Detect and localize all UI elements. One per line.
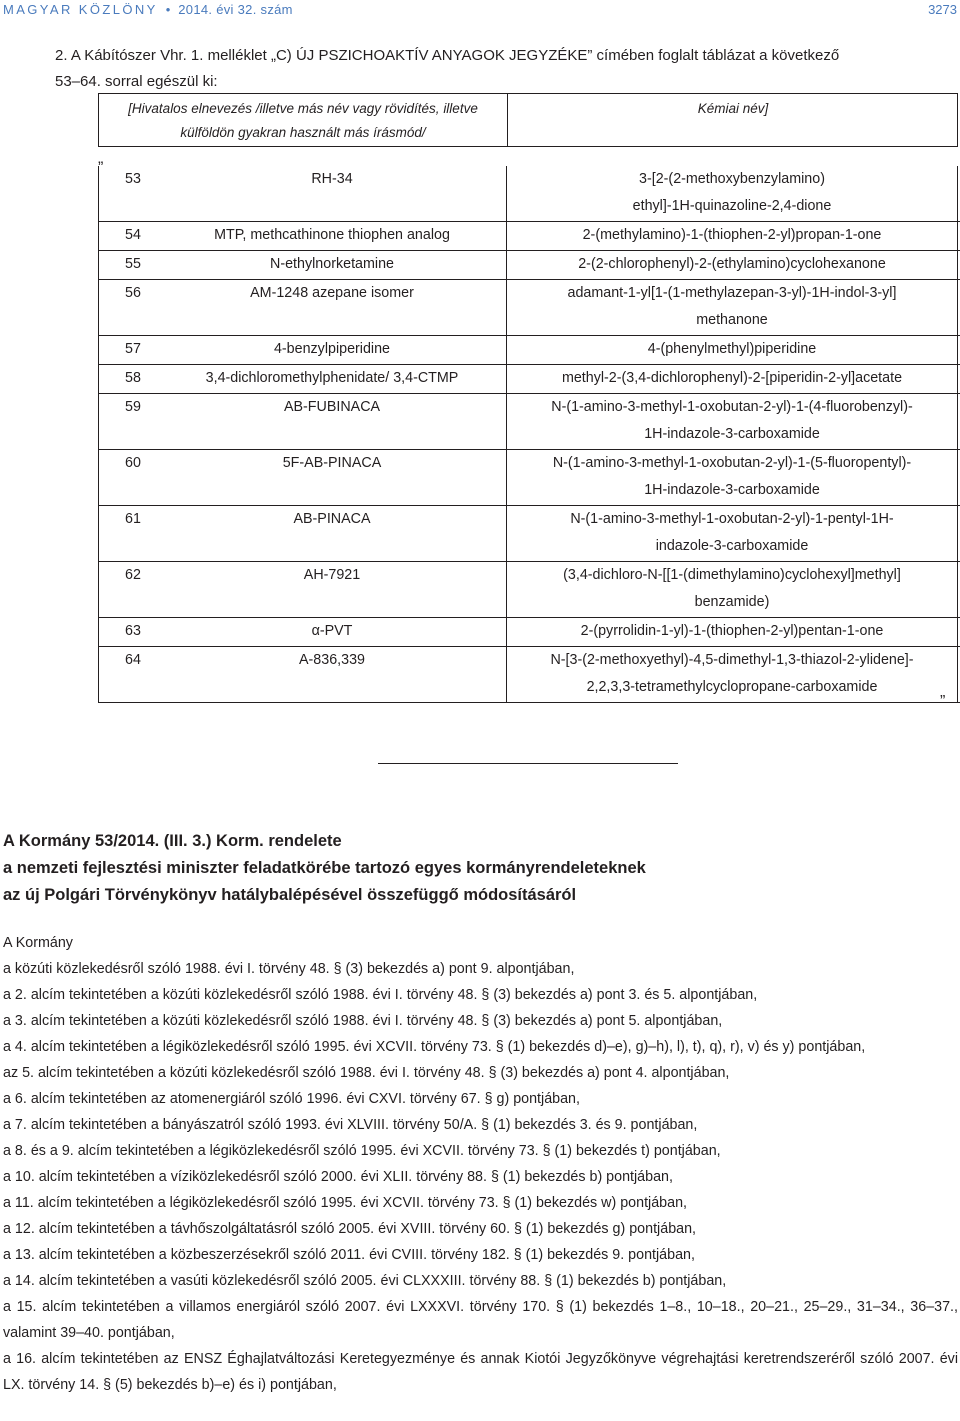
table-row bbox=[98, 647, 960, 703]
journal-title bbox=[3, 2, 293, 17]
body-line-2: a 2. alcím tekintetében a közúti közlekedésről szóló 1988. évi I. törvény 48. § (3) bekezdés a) pont 3. és 5. alpontjában, bbox=[3, 987, 758, 1003]
chemical-name bbox=[508, 647, 956, 701]
table-row bbox=[98, 166, 960, 222]
table-row bbox=[98, 562, 960, 618]
row-number: 57 bbox=[125, 341, 141, 357]
substance-name: α-PVT bbox=[311, 623, 353, 639]
substance-name: AH-7921 bbox=[303, 567, 361, 583]
table-row bbox=[98, 222, 960, 251]
body-line-0: A Kormány bbox=[3, 935, 73, 951]
row-number: 54 bbox=[125, 227, 141, 243]
column-divider bbox=[507, 94, 508, 146]
chemical-name-line-2: 1H-indazole-3-carboxamide bbox=[644, 482, 820, 498]
chemical-name-line-1: N-(1-amino-3-methyl-1-oxobutan-2-yl)-1-(5-fluoropentyl)- bbox=[552, 455, 912, 471]
body-line-15: a 16. alcím tekintetében az ENSZ Éghajlatváltozási Keretegyezménye és annak Kiotói Jegyzőkönyve végrehajtási keretrendszeréről szóló 2007. évi LX. törvény 14. § (5) bekezdés b)–e) és i) pontjában, bbox=[3, 1351, 958, 1393]
substance-name: AM-1248 azepane isomer bbox=[250, 285, 414, 301]
journal-name: MAGYAR KÖZLÖNY bbox=[3, 2, 158, 17]
row-number: 53 bbox=[125, 171, 141, 187]
chemical-name bbox=[508, 365, 956, 392]
chemical-name bbox=[508, 166, 956, 220]
cell-border bbox=[98, 450, 99, 505]
chemical-name-line-2: methanone bbox=[696, 312, 768, 328]
cell-border bbox=[98, 222, 99, 250]
cell-border bbox=[957, 365, 958, 393]
body-line-6: a 6. alcím tekintetében az atomenergiáról szóló 1996. évi CXVI. törvény 67. § g) pontjában, bbox=[3, 1091, 580, 1107]
body-line-9: a 10. alcím tekintetében a víziközlekedésről szóló 2000. évi XLII. törvény 88. § (1) bekezdés b) pontjában, bbox=[3, 1169, 673, 1185]
body-line-11: a 12. alcím tekintetében a távhőszolgáltatásról szóló 2005. évi XVIII. törvény 60. § (1) bekezdés g) pontjában, bbox=[3, 1221, 697, 1237]
cell-border bbox=[506, 222, 507, 250]
intro-line-2: 53–64. sorral egészül ki: bbox=[55, 73, 218, 90]
cell-border bbox=[98, 336, 99, 364]
substance-name: 3,4-dichloromethylphenidate/ 3,4-CTMP bbox=[205, 370, 459, 386]
substance-name: 4-benzylpiperidine bbox=[273, 341, 391, 357]
page-number: 3273 bbox=[928, 2, 957, 17]
decree-subtitle-1: a nemzeti fejlesztési miniszter feladatkörébe tartozó egyes kormányrendeleteknek bbox=[3, 859, 646, 877]
row-number: 56 bbox=[125, 285, 141, 301]
cell-border bbox=[957, 336, 958, 364]
header-name-line-2: külföldön gyakran használt más írásmód/ bbox=[180, 125, 426, 140]
open-quote: „ bbox=[98, 150, 104, 167]
issue-label: 2014. évi 32. szám bbox=[178, 2, 293, 17]
row-number: 55 bbox=[125, 256, 141, 272]
cell-border bbox=[957, 222, 958, 250]
row-number: 60 bbox=[125, 455, 141, 471]
close-quote: ” bbox=[940, 693, 946, 710]
table-row bbox=[98, 251, 960, 280]
cell-border bbox=[957, 647, 958, 702]
decree-heading bbox=[3, 828, 646, 909]
chemical-name bbox=[508, 506, 956, 560]
cell-border bbox=[506, 618, 507, 646]
row-number: 58 bbox=[125, 370, 141, 386]
substance-name: RH-34 bbox=[311, 171, 353, 187]
chemical-name-line-1: 2-(2-chlorophenyl)-2-(ethylamino)cyclohexanone bbox=[578, 256, 886, 272]
decree-subtitle-2: az új Polgári Törvénykönyv hatálybalépésével összefüggő módosításáról bbox=[3, 886, 577, 904]
row-number: 59 bbox=[125, 399, 141, 415]
chemical-name-line-1: (3,4-dichloro-N-[[1-(dimethylamino)cyclohexyl]methyl] bbox=[563, 567, 901, 583]
table-row bbox=[98, 336, 960, 365]
body-line-5: az 5. alcím tekintetében a közúti közlekedésről szóló 1988. évi I. törvény 48. § (3) bekezdés a) pont 4. alpontjában, bbox=[3, 1065, 730, 1081]
body-line-7: a 7. alcím tekintetében a bányászatról szóló 1993. évi XLVIII. törvény 50/A. § (1) bekezdés 3. és 9. pontjában, bbox=[3, 1117, 698, 1133]
chemical-name-line-2: 1H-indazole-3-carboxamide bbox=[644, 426, 820, 442]
cell-border bbox=[98, 251, 99, 279]
cell-border bbox=[98, 166, 99, 221]
table-row bbox=[98, 394, 960, 450]
body-line-12: a 13. alcím tekintetében a közbeszerzésekről szóló 2011. évi CVIII. törvény 182. § (1) bekezdés 9. pontjában, bbox=[3, 1247, 695, 1263]
table-header bbox=[98, 93, 958, 147]
substance-name: A-836,339 bbox=[299, 652, 365, 668]
cell-border bbox=[506, 450, 507, 505]
cell-border bbox=[957, 394, 958, 449]
cell-border bbox=[98, 506, 99, 561]
chemical-name-line-2: 2,2,3,3-tetramethylcyclopropane-carboxamide bbox=[586, 679, 878, 695]
body-line-8: a 8. és a 9. alcím tekintetében a légiközlekedésről szóló 1995. évi XCVII. törvény 73. § (1) bekezdés t) pontjában, bbox=[3, 1143, 721, 1159]
substance-name: MTP, methcathinone thiophen analog bbox=[214, 227, 450, 243]
decree-title: A Kormány 53/2014. (III. 3.) Korm. rendelete bbox=[3, 832, 342, 850]
chemical-name-line-2: indazole-3-carboxamide bbox=[655, 538, 809, 554]
chemical-name bbox=[508, 562, 956, 616]
intro-line-1: 2. A Kábítószer Vhr. 1. melléklet „C) ÚJ PSZICHOAKTÍV ANYAGOK JEGYZÉKE” címében foglalt táblázat a következő bbox=[55, 47, 840, 64]
substance-name: AB-PINACA bbox=[293, 511, 371, 527]
chemical-name-line-1: 2-(pyrrolidin-1-yl)-1-(thiophen-2-yl)pentan-1-one bbox=[580, 623, 884, 639]
chemical-name bbox=[508, 450, 956, 504]
table-row bbox=[98, 280, 960, 336]
page-header bbox=[3, 2, 957, 22]
chemical-name bbox=[508, 336, 956, 363]
cell-border bbox=[957, 618, 958, 646]
cell-border bbox=[957, 562, 958, 617]
row-number: 63 bbox=[125, 623, 141, 639]
decree-body bbox=[3, 930, 958, 1398]
chemical-name-line-1: N-(1-amino-3-methyl-1-oxobutan-2-yl)-1-pentyl-1H- bbox=[570, 511, 894, 527]
chemical-name-line-2: ethyl]-1H-quinazoline-2,4-dione bbox=[632, 198, 832, 214]
cell-border bbox=[506, 251, 507, 279]
chemical-name-line-2: benzamide) bbox=[694, 594, 770, 610]
header-name-line-1: [Hivatalos elnevezés /illetve más név vagy rövidítés, illetve bbox=[128, 101, 478, 116]
cell-border bbox=[98, 394, 99, 449]
section-divider bbox=[378, 763, 678, 764]
cell-border bbox=[98, 562, 99, 617]
chemical-name bbox=[508, 280, 956, 334]
body-line-3: a 3. alcím tekintetében a közúti közlekedésről szóló 1988. évi I. törvény 48. § (3) bekezdés a) pont 5. alpontjában, bbox=[3, 1013, 723, 1029]
chemical-name-line-1: N-(1-amino-3-methyl-1-oxobutan-2-yl)-1-(4-fluorobenzyl)- bbox=[551, 399, 913, 415]
chemical-name-line-1: 4-(phenylmethyl)piperidine bbox=[647, 341, 817, 357]
substance-name: N-ethylnorketamine bbox=[270, 256, 394, 272]
table-row bbox=[98, 450, 960, 506]
cell-border bbox=[506, 506, 507, 561]
cell-border bbox=[98, 280, 99, 335]
table-row bbox=[98, 618, 960, 647]
cell-border bbox=[98, 365, 99, 393]
cell-border bbox=[98, 618, 99, 646]
chemical-name-line-1: methyl-2-(3,4-dichlorophenyl)-2-[piperidin-2-yl]acetate bbox=[561, 370, 903, 386]
table-row bbox=[98, 365, 960, 394]
cell-border bbox=[506, 394, 507, 449]
row-number: 64 bbox=[125, 652, 141, 668]
body-line-4: a 4. alcím tekintetében a légiközlekedésről szóló 1995. évi XCVII. törvény 73. § (1) bekezdés d)–e), g)–h), l), t), q), r), v) és y) pontjában, bbox=[3, 1039, 866, 1055]
bullet-separator: • bbox=[165, 2, 171, 17]
substance-name: AB-FUBINACA bbox=[283, 399, 381, 415]
cell-border bbox=[506, 562, 507, 617]
chemical-name-line-1: adamant-1-yl[1-(1-methylazepan-3-yl)-1H-indol-3-yl] bbox=[567, 285, 897, 301]
chemical-name-line-1: 3-[2-(2-methoxybenzylamino) bbox=[639, 171, 825, 187]
cell-border bbox=[957, 280, 958, 335]
cell-border bbox=[506, 365, 507, 393]
chemical-name bbox=[508, 394, 956, 448]
cell-border bbox=[506, 166, 507, 221]
cell-border bbox=[957, 251, 958, 279]
row-number: 61 bbox=[125, 511, 141, 527]
cell-border bbox=[957, 506, 958, 561]
substance-name: 5F-AB-PINACA bbox=[282, 455, 382, 471]
cell-border bbox=[506, 336, 507, 364]
chemical-name-line-1: 2-(methylamino)-1-(thiophen-2-yl)propan-1-one bbox=[582, 227, 882, 243]
table-row bbox=[98, 506, 960, 562]
chemical-name bbox=[508, 618, 956, 645]
body-line-13: a 14. alcím tekintetében a vasúti közlekedésről szóló 2005. évi CLXXXIII. törvény 88. § (1) bekezdés b) pontjában, bbox=[3, 1273, 727, 1289]
cell-border bbox=[957, 450, 958, 505]
chemical-name-line-1: N-[3-(2-methoxyethyl)-4,5-dimethyl-1,3-thiazol-2-ylidene]- bbox=[550, 652, 914, 668]
chemical-name bbox=[508, 251, 956, 278]
header-chem-column: Kémiai név] bbox=[697, 101, 769, 116]
body-line-14: a 15. alcím tekintetében a villamos energiáról szóló 2007. évi LXXXVI. törvény 170. § (1) bekezdés 1–8., 10–18., 20–21., 25–29., 31–34., 36–37., valamint 39–40. pontjában, bbox=[3, 1299, 958, 1341]
header-name-column bbox=[99, 97, 507, 145]
cell-border bbox=[506, 280, 507, 335]
row-number: 62 bbox=[125, 567, 141, 583]
body-line-1: a közúti közlekedésről szóló 1988. évi I. törvény 48. § (3) bekezdés a) pont 9. alpontjában, bbox=[3, 961, 575, 977]
intro-paragraph bbox=[55, 43, 957, 95]
body-line-10: a 11. alcím tekintetében a légiközlekedésről szóló 1995. évi XCVII. törvény 73. § (1) bekezdés w) pontjában, bbox=[3, 1195, 687, 1211]
cell-border bbox=[957, 166, 958, 221]
chemical-name bbox=[508, 222, 956, 249]
cell-border bbox=[506, 647, 507, 702]
cell-border bbox=[98, 647, 99, 702]
